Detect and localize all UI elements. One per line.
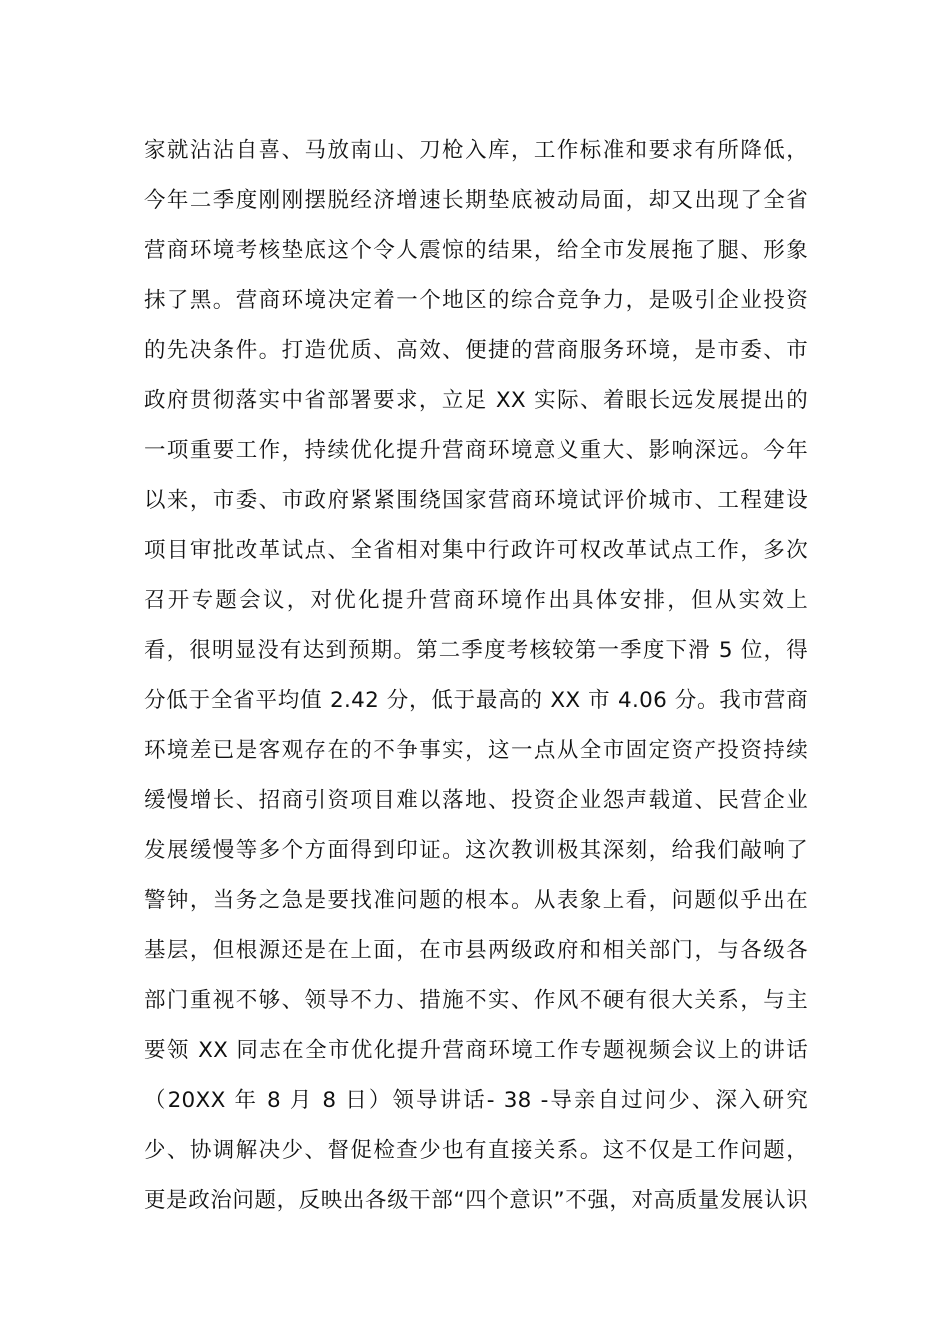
text-line: 召开专题会议，对优化提升营商环境作出具体安排，但从实效上 <box>144 588 808 613</box>
text-line: 要领 XX 同志在全市优化提升营商环境工作专题视频会议上的讲话 <box>144 1038 808 1063</box>
text-line: 部门重视不够、领导不力、措施不实、作风不硬有很大关系，与主 <box>144 988 808 1013</box>
text-line: 警钟，当务之急是要找准问题的根本。从表象上看，问题似乎出在 <box>144 888 808 913</box>
text-line: 的先决条件。打造优质、高效、便捷的营商服务环境，是市委、市 <box>144 338 808 363</box>
text-line: 以来，市委、市政府紧紧围绕国家营商环境试评价城市、工程建设 <box>144 488 808 513</box>
text-line: （20XX 年 8 月 8 日）领导讲话- 38 -导亲自过问少、深入研究 <box>144 1088 808 1113</box>
text-line: 营商环境考核垫底这个令人震惊的结果，给全市发展拖了腿、形象 <box>144 238 808 263</box>
text-line: 抹了黑。营商环境决定着一个地区的综合竞争力，是吸引企业投资 <box>144 288 808 313</box>
text-line: 分低于全省平均值 2.42 分，低于最高的 XX 市 4.06 分。我市营商 <box>144 688 808 713</box>
text-line: 政府贯彻落实中省部署要求，立足 XX 实际、着眼长远发展提出的 <box>144 388 808 413</box>
text-line: 一项重要工作，持续优化提升营商环境意义重大、影响深远。今年 <box>144 438 808 463</box>
text-line: 看，很明显没有达到预期。第二季度考核较第一季度下滑 5 位，得 <box>144 638 808 663</box>
text-line: 缓慢增长、招商引资项目难以落地、投资企业怨声载道、民营企业 <box>144 788 808 813</box>
text-line: 少、协调解决少、督促检查少也有直接关系。这不仅是工作问题， <box>144 1138 808 1163</box>
text-line: 今年二季度刚刚摆脱经济增速长期垫底被动局面，却又出现了全省 <box>144 188 808 213</box>
text-line: 基层，但根源还是在上面，在市县两级政府和相关部门，与各级各 <box>144 938 808 963</box>
text-line: 家就沾沾自喜、马放南山、刀枪入库，工作标准和要求有所降低， <box>144 138 808 163</box>
text-line: 项目审批改革试点、全省相对集中行政许可权改革试点工作，多次 <box>144 538 808 563</box>
text-line: 环境差已是客观存在的不争事实，这一点从全市固定资产投资持续 <box>144 738 808 763</box>
text-line: 更是政治问题，反映出各级干部“四个意识”不强，对高质量发展认识 <box>144 1188 808 1213</box>
body-text <box>144 126 808 1226</box>
text-line: 发展缓慢等多个方面得到印证。这次教训极其深刻，给我们敲响了 <box>144 838 808 863</box>
